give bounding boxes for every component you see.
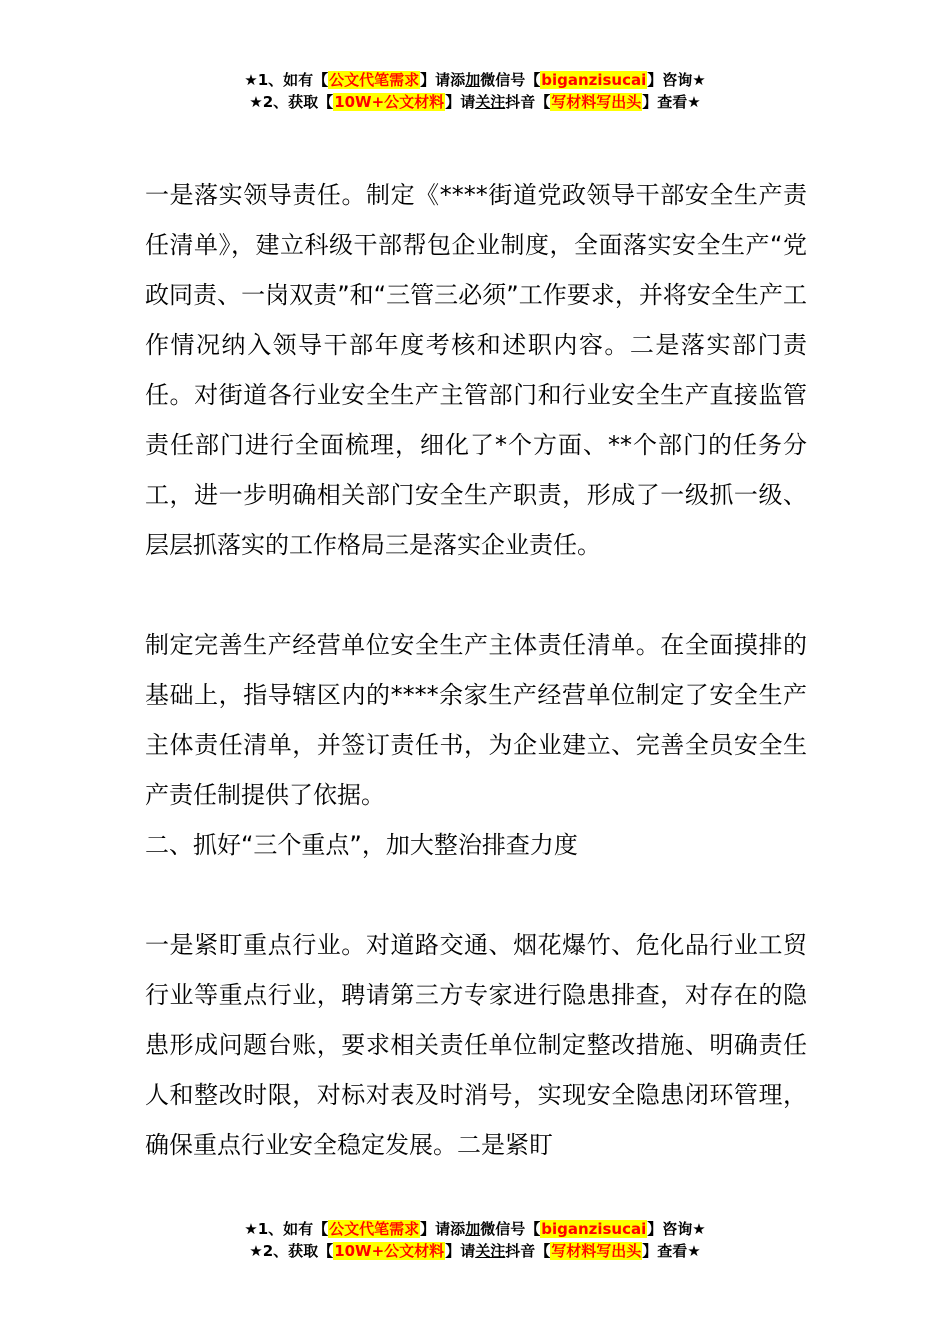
highlight-wechat-id: biganzisucai: [541, 71, 647, 89]
banner-text: ★1、如有【: [244, 1220, 329, 1238]
document-body: [145, 170, 807, 1170]
highlight-service: 公文代笔需求: [329, 1220, 420, 1238]
highlight-materials: 10W+公文材料: [334, 1242, 445, 1260]
banner-text: ★2、获取【: [249, 1242, 334, 1260]
underlined-text: 关注: [475, 93, 506, 111]
banner-text: 】请: [445, 1242, 476, 1260]
paragraph-enterprise-responsibility: 制定完善生产经营单位安全生产主体责任清单。在全面摸排的基础上，指导辖区内的****余家生产经营单位制定了安全生产主体责任清单，并签订责任书，为企业建立、完善全员安全生产责任制提供了依据。: [145, 631, 807, 809]
highlight-douyin-account: 写材料写出头: [551, 93, 642, 111]
banner-text: ★2、获取【: [249, 93, 334, 111]
highlight-wechat-id: biganzisucai: [541, 1220, 647, 1238]
banner-text: 】请添: [420, 1220, 466, 1238]
underlined-text: 加: [465, 71, 481, 89]
highlight-douyin-account: 写材料写出头: [551, 1242, 642, 1260]
underlined-text: 加: [465, 1220, 481, 1238]
banner-text: ★1、如有【: [244, 71, 329, 89]
underlined-text: 关注: [475, 1242, 506, 1260]
banner-text: 微信号【: [480, 71, 541, 89]
highlight-materials: 10W+公文材料: [334, 93, 445, 111]
paragraph-leadership-responsibility: 一是落实领导责任。制定《****街道党政领导干部安全生产责任清单》，建立科级干部帮包企业制度，全面落实安全生产“党政同责、一岗双责”和“三管三必须”工作要求，并将安全生产工作情况纳入领导干部年度考核和述职内容。二是落实部门责任。对街道各行业安全生产主管部门和行业安全生产直接监管责任部门进行全面梳理，细化了*个方面、**个部门的任务分工，进一步明确相关部门安全生产职责，形成了一级抓一级、层层抓落实的工作格局三是落实企业责任。: [145, 181, 807, 559]
banner-text: 】请: [445, 93, 476, 111]
banner-text: 】咨询★: [647, 71, 706, 89]
banner-line-2: [0, 1240, 950, 1262]
paragraph-spacer: [145, 570, 807, 620]
banner-text: 】咨询★: [647, 1220, 706, 1238]
header-banner: [0, 69, 950, 113]
banner-text: 抖音【: [505, 1242, 551, 1260]
banner-text: 】请添: [420, 71, 466, 89]
footer-banner: [0, 1218, 950, 1262]
banner-text: 抖音【: [505, 93, 551, 111]
banner-text: 】查看★: [642, 1242, 701, 1260]
banner-line-1: [0, 1218, 950, 1240]
banner-line-2: [0, 91, 950, 113]
highlight-service: 公文代笔需求: [329, 71, 420, 89]
section-heading: 二、抓好“三个重点”，加大整治排查力度: [145, 831, 578, 859]
banner-text: 微信号【: [480, 1220, 541, 1238]
banner-line-1: [0, 69, 950, 91]
paragraph-key-industries: 一是紧盯重点行业。对道路交通、烟花爆竹、危化品行业工贸行业等重点行业，聘请第三方专家进行隐患排查，对存在的隐患形成问题台账，要求相关责任单位制定整改措施、明确责任人和整改时限，对标对表及时消号，实现安全隐患闭环管理，确保重点行业安全稳定发展。二是紧盯: [145, 931, 807, 1159]
paragraph-spacer: [145, 870, 807, 920]
banner-text: 】查看★: [642, 93, 701, 111]
